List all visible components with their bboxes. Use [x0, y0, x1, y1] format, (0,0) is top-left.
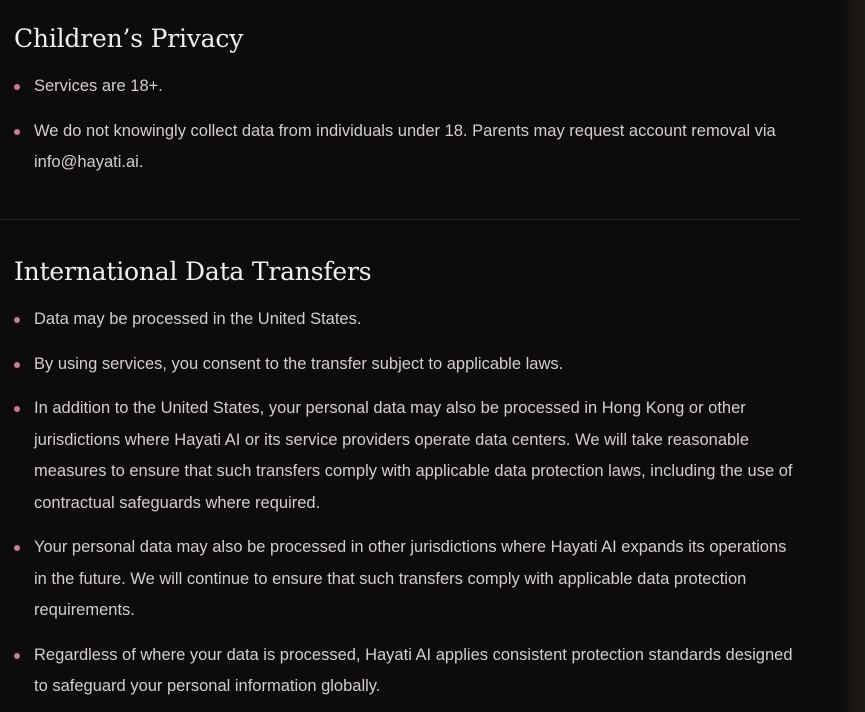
list-item: By using services, you consent to the transfer subject to applicable laws. [14, 349, 802, 381]
section-childrens-privacy [0, 24, 802, 192]
section-heading-international-transfers: International Data Transfers [14, 257, 372, 286]
list-item: In addition to the United States, your personal data may also be processed in Hong Kong or other jurisdictions where Hayati AI or its service providers operate data centers. We will take reasonable measures to ensure that such transfers comply with applicable data protection laws, including the use of contractual safeguards where required. [14, 393, 802, 519]
section-divider [0, 219, 801, 220]
list-item: Services are 18+. [14, 71, 802, 103]
section-international-transfers [0, 257, 802, 712]
right-edge-shade [840, 0, 865, 712]
list-item: We do not knowingly collect data from individuals under 18. Parents may request account removal via info@hayati.ai. [14, 116, 802, 179]
list-item: Regardless of where your data is processed, Hayati AI applies consistent protection standards designed to safeguard your personal information globally. [14, 640, 802, 703]
section-heading-childrens-privacy: Children’s Privacy [14, 24, 244, 53]
bullet-list-international-transfers [14, 304, 802, 703]
list-item: Your personal data may also be processed in other jurisdictions where Hayati AI expands its operations in the future. We will continue to ensure that such transfers comply with applicable data protection requirements. [14, 532, 802, 627]
list-item: Data may be processed in the United States. [14, 304, 802, 336]
bullet-list-childrens-privacy [14, 71, 802, 179]
